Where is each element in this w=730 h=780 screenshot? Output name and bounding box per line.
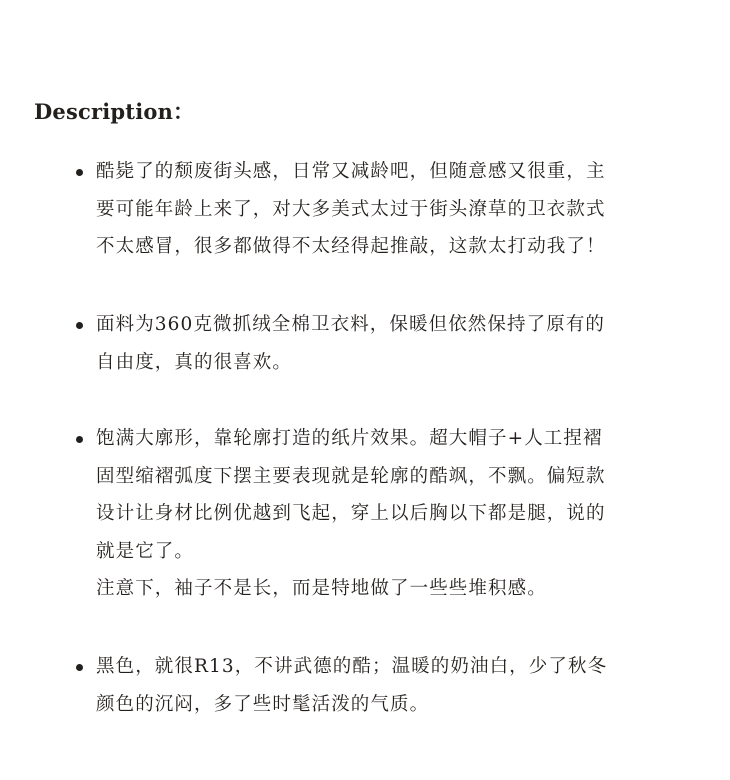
list-item-text-line: 就是它了。: [96, 540, 195, 562]
list-item-text-line: 面料为360克微抓绒全棉卫衣料，保暖但依然保持了原有的: [96, 314, 606, 335]
list-item-text-line: 固型缩褶弧度下摆主要表现就是轮廓的酷飒，不飘。偏短款: [96, 465, 606, 487]
list-item-text-line: 颜色的沉闷，多了些时髦活泼的气质。: [96, 693, 430, 715]
description-heading: Description：: [34, 99, 195, 124]
list-item-text-line: 酷毙了的颓废街头感，日常又减龄吧，但随意感又很重，主: [96, 161, 606, 182]
list-item-text-line: 饱满大廓形，靠轮廓打造的纸片效果。超大帽子+人工捏褶: [96, 428, 603, 449]
bullet-icon: [76, 169, 83, 176]
bullet-icon: [76, 322, 83, 329]
list-item-text-line: 不太感冒，很多都做得不太经得起推敲，这款太打动我了！: [96, 236, 606, 257]
list-item-text-line: 注意下，袖子不是长，而是特地做了一些些堆积感。: [96, 578, 547, 599]
list-item-text-line: 自由度，真的很喜欢。: [96, 351, 293, 373]
list-item-text-line: 要可能年龄上来了，对大多美式太过于街头潦草的卫衣款式: [96, 198, 606, 220]
list-item-text-line: 设计让身材比例优越到飞起，穿上以后胸以下都是腿，说的: [96, 503, 606, 524]
bullet-icon: [76, 664, 83, 671]
list-item-text-line: 黑色，就很R13，不讲武德的酷；温暖的奶油白，少了秋冬: [96, 656, 608, 677]
bullet-icon: [76, 436, 83, 443]
